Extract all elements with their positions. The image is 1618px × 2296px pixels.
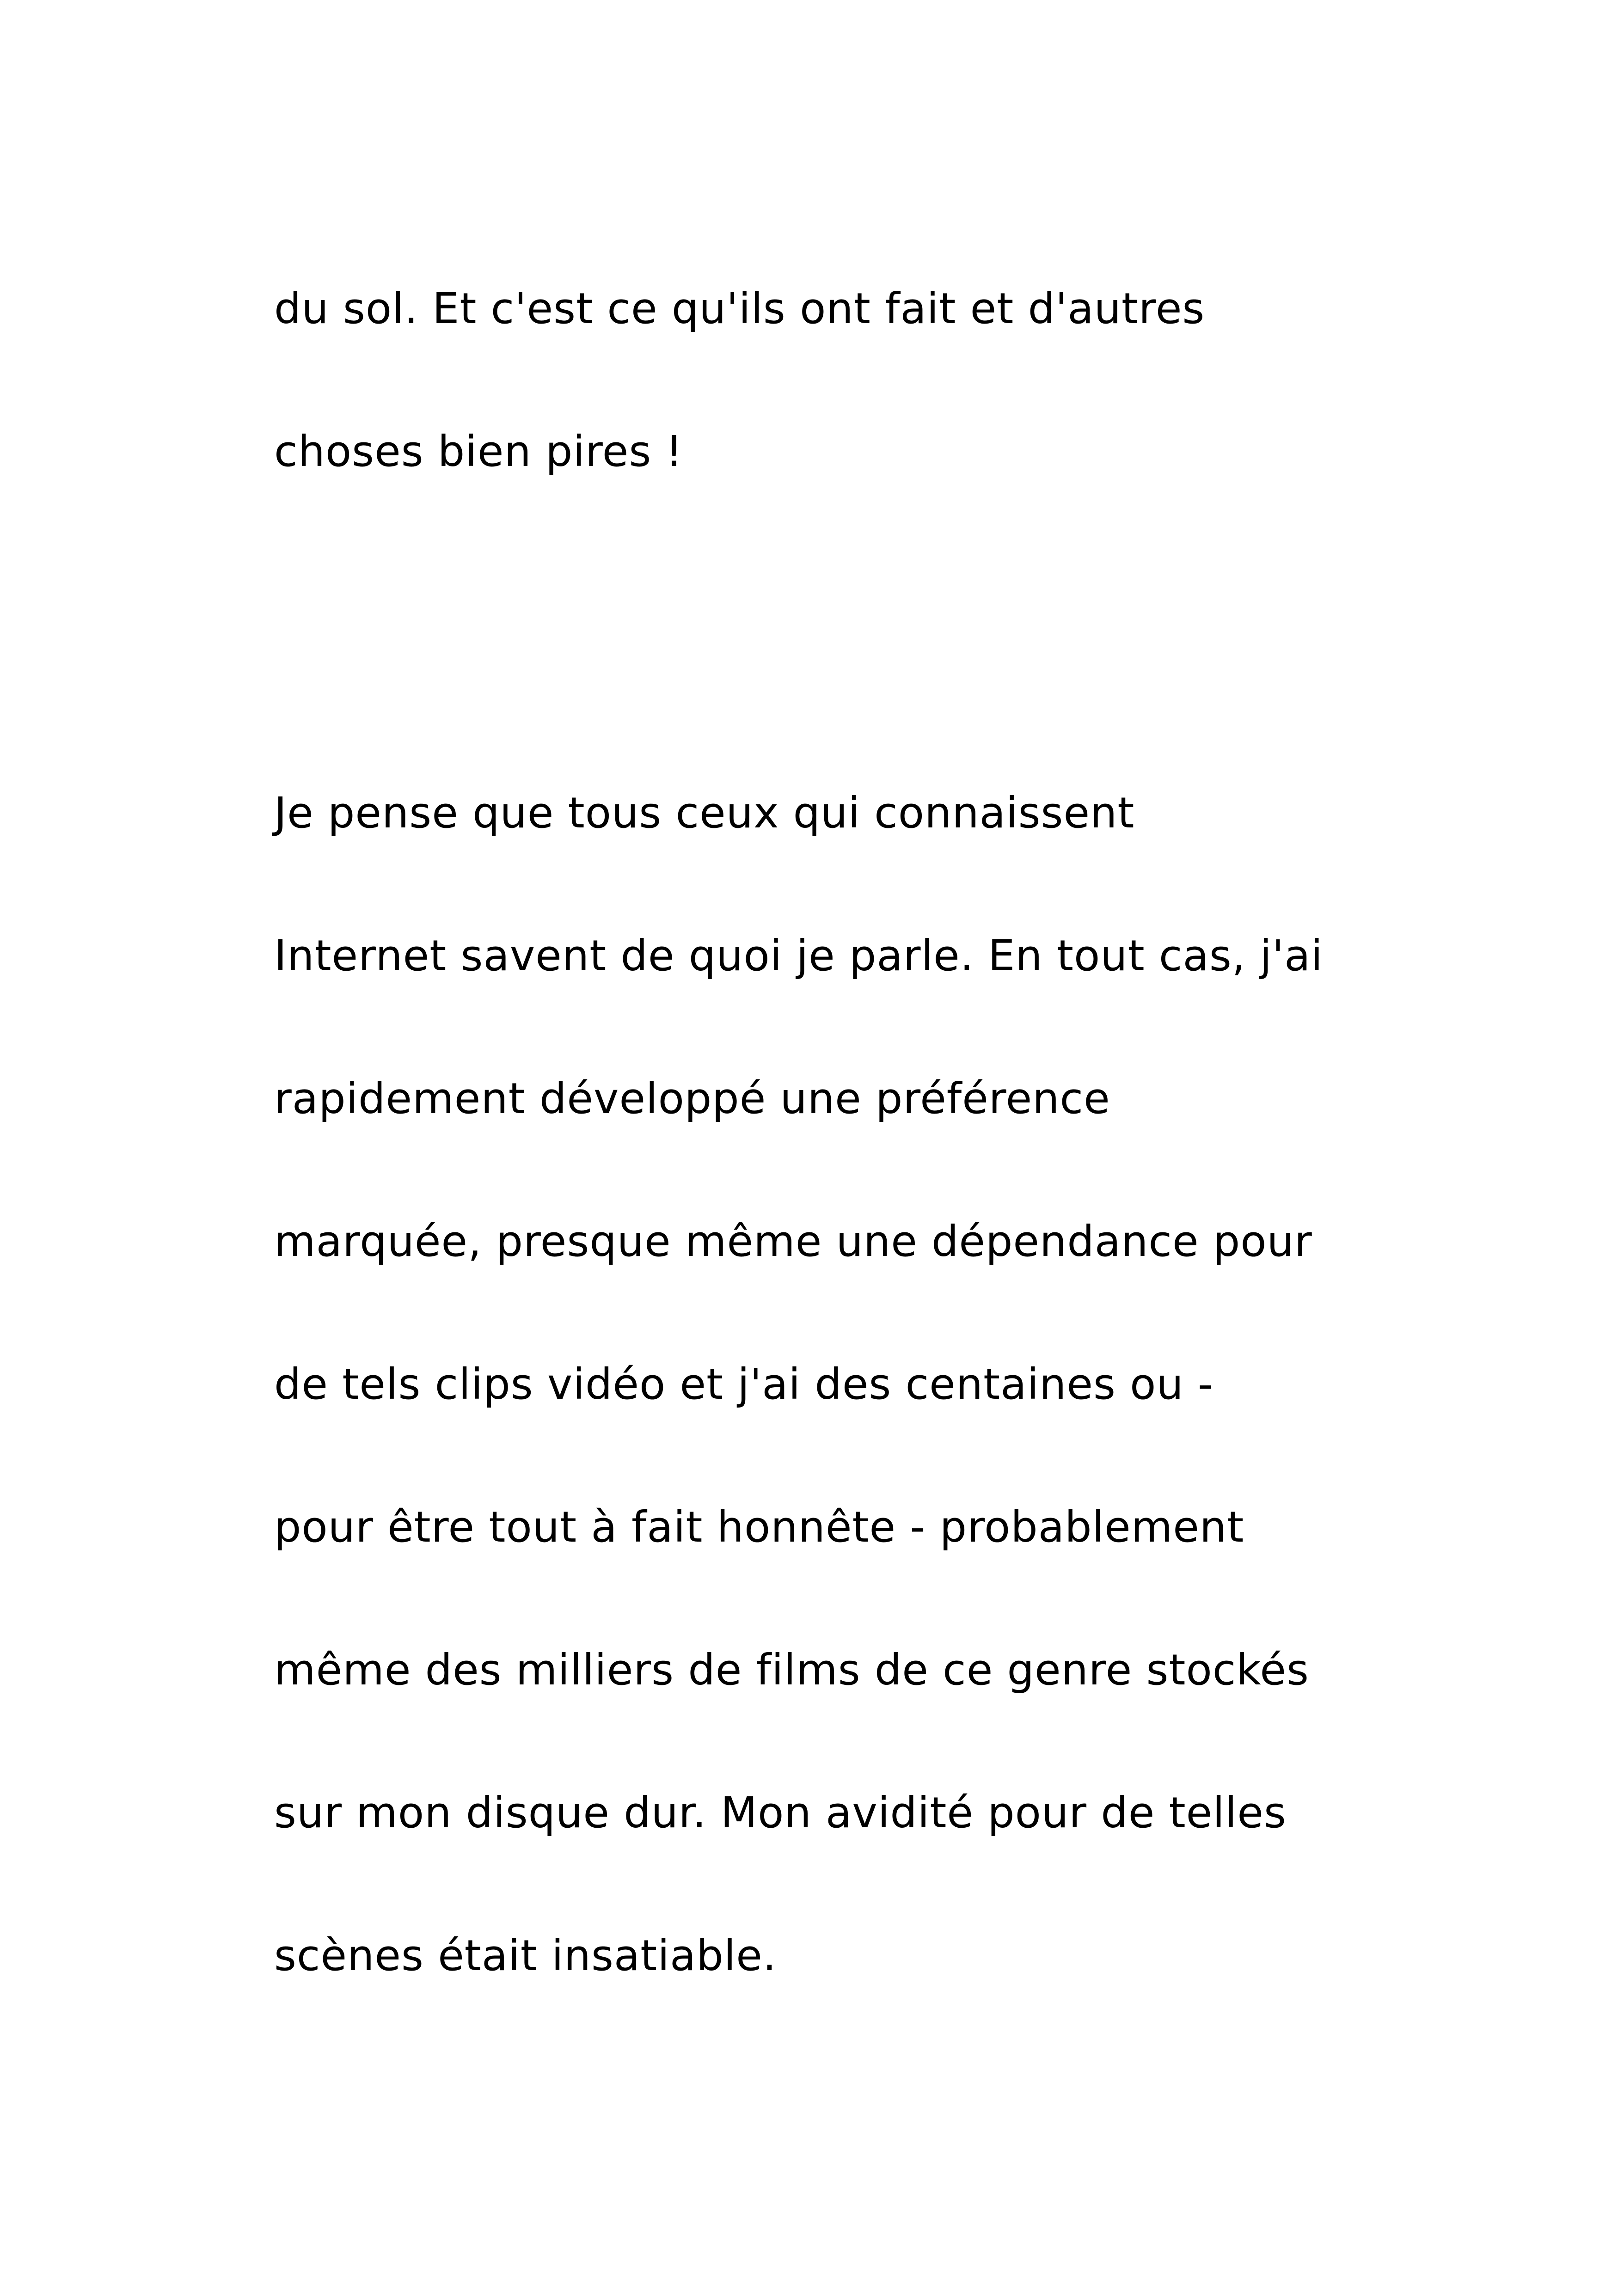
text-line: Internet savent de quoi je parle. En tout cas, j'ai	[274, 931, 1324, 980]
text-line: du sol. Et c'est ce qu'ils ont fait et d'autres	[274, 284, 1205, 333]
text-line: marquée, presque même une dépendance pour	[274, 1217, 1312, 1266]
text-line: scènes était insatiable.	[274, 1931, 777, 1980]
text-line: même des milliers de films de ce genre stockés	[274, 1645, 1309, 1695]
text-line: Je pense que tous ceux qui connaissent	[274, 788, 1135, 838]
text-line: de tels clips vidéo et j'ai des centaines ou -	[274, 1359, 1214, 1409]
text-line: sur mon disque dur. Mon avidité pour de telles	[274, 1788, 1287, 1837]
text-line: rapidement développé une préférence	[274, 1074, 1110, 1123]
text-line: pour être tout à fait honnête - probablement	[274, 1502, 1244, 1552]
text-line: choses bien pires !	[274, 427, 683, 476]
